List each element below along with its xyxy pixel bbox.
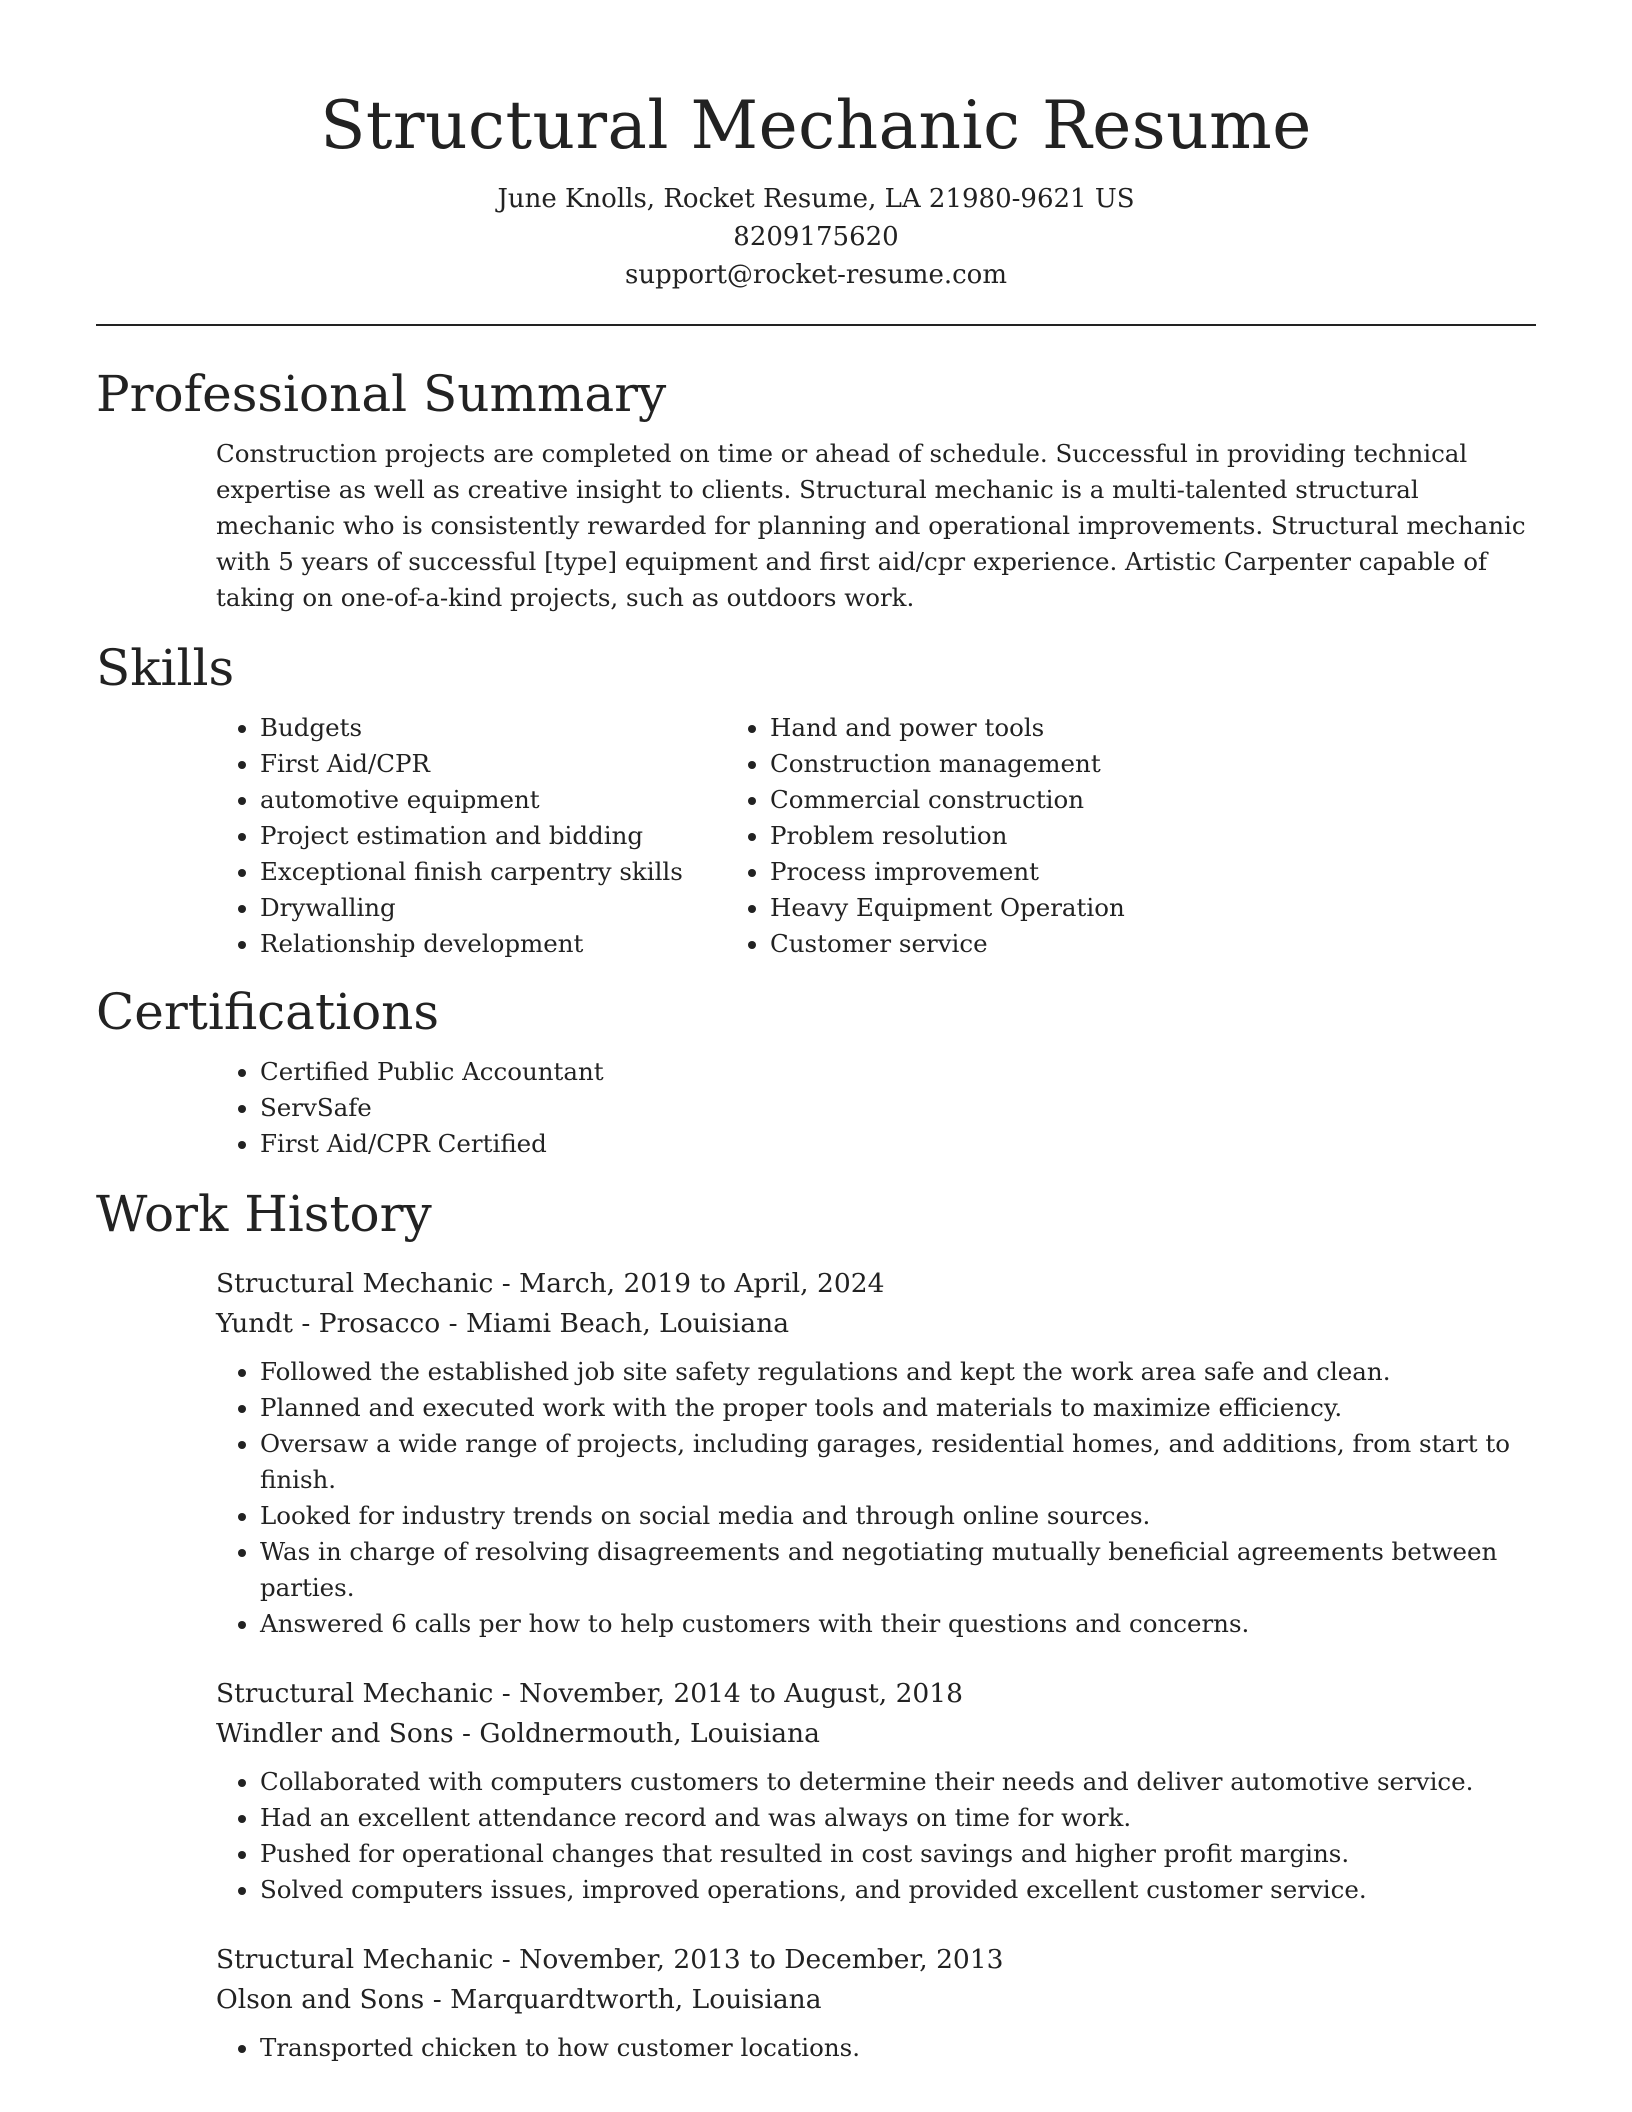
job-duty-item: • Answered 6 calls per how to help customers with their questions and concerns. [260, 1606, 1536, 1642]
summary-heading: Professional Summary [96, 365, 667, 423]
resume-page [96, 0, 1536, 2066]
job-duty-item: • Was in charge of resolving disagreements and negotiating mutually beneficial agreements between parties. [260, 1534, 1536, 1606]
skills-heading: Skills [96, 639, 235, 697]
contact-block [96, 180, 1536, 294]
skill-item: • First Aid/CPR [260, 746, 746, 782]
job-duties-list [216, 2030, 1536, 2066]
skill-item: • Heavy Equipment Operation [770, 890, 1125, 926]
skill-item: • Process improvement [770, 854, 1125, 890]
job-duty-item: • Had an excellent attendance record and was always on time for work. [260, 1800, 1536, 1836]
job-duty-item: • Pushed for operational changes that resulted in cost savings and higher profit margins. [260, 1836, 1536, 1872]
skill-item: • Construction management [770, 746, 1125, 782]
summary-text: Construction projects are completed on time or ahead of schedule. Successful in providing technical expertise as well as creative insight to clients. Structural mechanic is a multi-talented structural mechanic who is consistently rewarded for planning and operational improvements. Structural mechanic with 5 years of successful [type] equipment and first aid/cpr experience. Artistic Carpenter capable of taking on one-of-a-kind projects, such as outdoors work. [216, 439, 1526, 612]
skills-column-left [96, 710, 746, 962]
skill-item: • Relationship development [260, 926, 746, 962]
job-duty-item: • Followed the established job site safety regulations and kept the work area safe and clean. [260, 1354, 1536, 1390]
resume-title: Structural Mechanic Resume [320, 87, 1312, 164]
certification-item: • Certified Public Accountant [260, 1054, 1536, 1090]
work-history-heading: Work History [96, 1185, 432, 1243]
contact-email: support@rocket-resume.com [624, 260, 1007, 290]
job-duty-item: • Transported chicken to how customer locations. [260, 2030, 1536, 2066]
skills-column-right [746, 710, 1125, 962]
skill-item: • Problem resolution [770, 818, 1125, 854]
job-company-location: Windler and Sons - Goldnermouth, Louisiana [216, 1718, 820, 1749]
job-title-dates: Structural Mechanic - March, 2019 to April, 2024 [216, 1268, 885, 1299]
job-duty-item: • Solved computers issues, improved operations, and provided excellent customer service. [260, 1872, 1536, 1908]
skill-item: • Budgets [260, 710, 746, 746]
job-duties-list [216, 1764, 1536, 1908]
certification-item: • ServSafe [260, 1090, 1536, 1126]
certification-item: • First Aid/CPR Certified [260, 1126, 1536, 1162]
job-duty-item: • Planned and executed work with the proper tools and materials to maximize efficiency. [260, 1390, 1536, 1426]
job-title-dates: Structural Mechanic - November, 2013 to December, 2013 [216, 1944, 1004, 1975]
skill-item: • Customer service [770, 926, 1125, 962]
job-entry [216, 1674, 1536, 1908]
job-duty-item: • Oversaw a wide range of projects, including garages, residential homes, and additions, from start to finish. [260, 1426, 1536, 1498]
job-duties-list [216, 1354, 1536, 1642]
job-duty-item: • Collaborated with computers customers to determine their needs and deliver automotive service. [260, 1764, 1536, 1800]
skill-item: • Hand and power tools [770, 710, 1125, 746]
contact-phone: 8209175620 [733, 222, 899, 252]
job-company-location: Olson and Sons - Marquardtworth, Louisiana [216, 1984, 822, 2015]
skill-item: • Exceptional finish carpentry skills [260, 854, 746, 890]
job-company-location: Yundt - Prosacco - Miami Beach, Louisiana [216, 1308, 790, 1339]
skills-list [96, 710, 1536, 962]
job-duty-item: • Looked for industry trends on social media and through online sources. [260, 1498, 1536, 1534]
job-entry [216, 1940, 1536, 2066]
header-divider [96, 324, 1536, 326]
job-entry [216, 1264, 1536, 1642]
skill-item: • automotive equipment [260, 782, 746, 818]
contact-address: June Knolls, Rocket Resume, LA 21980-9621 US [497, 184, 1135, 214]
skill-item: • Commercial construction [770, 782, 1125, 818]
certifications-list [96, 1054, 1536, 1162]
certifications-heading: Certifications [96, 983, 440, 1041]
skill-item: • Project estimation and bidding [260, 818, 746, 854]
job-title-dates: Structural Mechanic - November, 2014 to August, 2018 [216, 1678, 964, 1709]
skill-item: • Drywalling [260, 890, 746, 926]
